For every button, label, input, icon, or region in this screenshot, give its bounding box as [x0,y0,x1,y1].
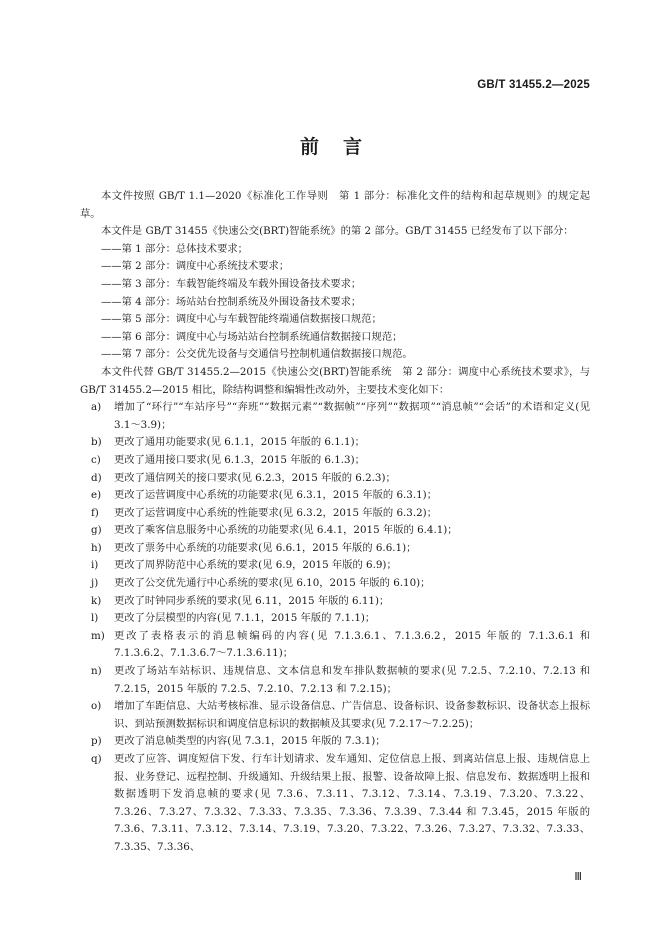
change-label: h) [91,541,102,554]
change-text: 更改了周界防范中心系统的要求(见 6.9，2015 年版的 6.9)； [114,559,397,572]
change-text: 更改了通信网关的接口要求(见 6.2.3，2015 年版的 6.2.3)； [114,471,396,484]
change-text: 更改了运营调度中心系统的性能要求(见 6.3.2，2015 年版的 6.3.2)； [114,506,437,519]
intro-paragraph: 本文件是 GB/T 31455《快速公交(BRT)智能系统》的第 2 部分。GB/T 31455 已经发布了以下部分： [101,225,574,238]
change-item [80,540,590,558]
part-list-item: ——第 4 部分：场站站台控制系统及外围设备技术要求； [101,295,362,308]
change-item [80,470,590,488]
change-text: 更改了表格表示的消息帧编码的内容(见 7.1.3.6.1、7.1.3.6.2，2015 年版的 7.1.3.6.1 和 7.1.3.6.2、7.1.3.6.7～7.1.3.6.11)； [114,629,590,660]
part-list-item: ——第 7 部分：公交优先设备与交通信号控制机通信数据接口规范。 [101,348,413,361]
change-text: 更改了运营调度中心系统的功能要求(见 6.3.1，2015 年版的 6.3.1)； [114,489,437,502]
part-list-item: ——第 6 部分：调度中心与场站站台控制系统通信数据接口规范； [101,330,403,343]
change-item [80,663,590,698]
foreword-body [80,188,590,857]
change-item [80,610,590,628]
change-text: 增加了车距信息、大站考核标准、显示设备信息、广告信息、设备标识、设备参数标识、设备状态上报标识、到站预测数据标识和调度信息标识的数据帧及其要求(见 7.2.17～7.2.25)； [114,700,590,730]
change-label: a) [91,401,102,414]
change-text: 增加了“环行”“车站序号”“奔班”“数据元素”“数据帧”“序列”“数据项”“消息帧”“会话”的术语和定义(见 3.1～3.9)； [114,401,590,431]
change-item [80,751,590,857]
intro-paragraph: 本文件按照 GB/T 1.1—2020《标准化工作导则 第 1 部分：标准化文件的结构和起草规则》的规定起草。 [80,190,590,220]
part-list-item: ——第 5 部分：调度中心与车载智能终端通信数据接口规范； [101,313,382,326]
change-label: e) [91,489,102,502]
change-text: 更改了分层模型的内容(见 7.1.1，2015 年版的 7.1.1)； [114,612,376,625]
change-text: 更改了公交优先通行中心系统的要求(见 6.10，2015 年版的 6.10)； [114,577,431,590]
change-item [80,505,590,523]
page-number: Ⅲ [574,871,582,883]
change-item [80,575,590,593]
change-item [80,399,590,434]
change-label: n) [91,665,102,678]
change-label: q) [91,753,102,765]
replacement-paragraph: 本文件代替 GB/T 31455.2—2015《快速公交(BRT)智能系统 第 2 部分：调度中心系统技术要求》，与 GB/T 31455.2—2015 相比，除结构调整和编辑性改动外，主要技术变化如下： [80,365,590,396]
change-item [80,733,590,751]
standard-code: GB/T 31455.2—2025 [477,79,590,91]
change-item [80,522,590,540]
part-list-item: ——第 2 部分：调度中心系统技术要求； [101,260,290,273]
change-text: 更改了通用接口要求(见 6.1.3，2015 年版的 6.1.3)； [114,453,365,466]
change-label: i) [91,559,99,572]
change-item [80,593,590,611]
change-label: k) [91,594,102,607]
part-list-item: ——第 3 部分：车载智能终端及车载外围设备技术要求； [101,277,362,290]
change-label: b) [91,436,102,449]
part-list-item: ——第 1 部分：总体技术要求； [101,242,248,255]
change-text: 更改了应答、调度短信下发、行车计划请求、发车通知、定位信息上报、到离站信息上报、违规信息上报、业务登记、远程控制、升级通知、升级结果上报、报警、设备故障上报、信息发布、数据透明上报和数据透明下发消息帧的要求(见 7.3.6、7.3.11、7.3.12、7.3.14、7.3.19、7.3.20、7.3.22、7.3.26、7.3.27、7.3.32、7.3.33、7.3.35、7.3.36、7.3.39、7.3.44 和 7.3.45，2015 年版的 7.3.6、7.3.11、7.3.12、7.3.14、7.3.19、7.3.20、7.3.22、7.3.26、7.3.27、7.3.32、7.3.33、7.3.35、7.3.36、 [114,753,590,853]
change-label: d) [91,471,102,484]
change-item [80,698,590,733]
change-text: 更改了票务中心系统的功能要求(见 6.6.1，2015 年版的 6.6.1)； [114,541,417,554]
change-text: 更改了场站车站标识、违规信息、文本信息和发车排队数据帧的要求(见 7.2.5、7.2.10、7.2.13 和 7.2.15，2015 年版的 7.2.5、7.2.10、7.2.13 和 7.2.15)； [114,665,590,695]
page-title: 前言 [299,136,386,158]
change-label: g) [91,524,102,537]
change-label: o) [91,700,102,713]
change-label: f) [91,506,99,519]
change-text: 更改了通用功能要求(见 6.1.1，2015 年版的 6.1.1)； [114,436,365,449]
change-text: 更改了时钟同步系统的要求(见 6.11，2015 年版的 6.11)； [114,594,390,607]
change-text: 更改了消息帧类型的内容(见 7.3.1，2015 年版的 7.3.1)； [114,735,386,748]
change-item [80,487,590,505]
change-label: c) [91,453,101,466]
change-item [80,452,590,470]
change-label: p) [91,735,102,748]
change-label: m) [91,629,105,642]
change-item [80,628,590,663]
change-label: j) [91,577,99,590]
change-item [80,557,590,575]
change-item [80,434,590,452]
change-label: l) [91,612,99,625]
change-text: 更改了乘客信息服务中心系统的功能要求(见 6.4.1，2015 年版的 6.4.1)； [114,524,458,537]
